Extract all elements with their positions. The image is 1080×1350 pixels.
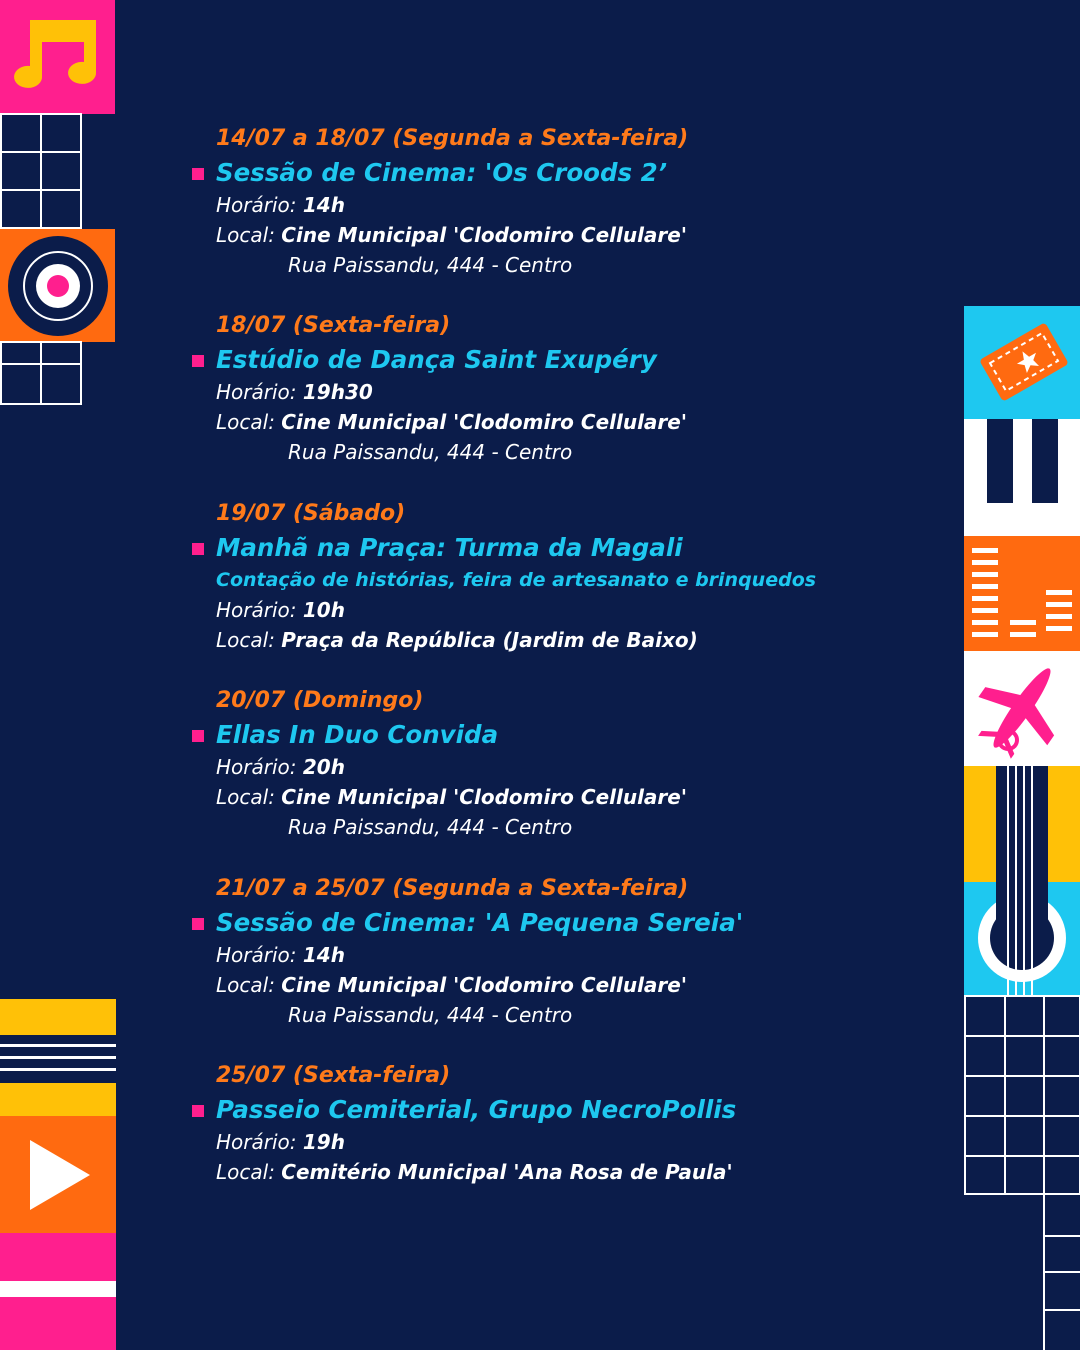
event-date: 19/07 (Sábado) — [216, 501, 406, 526]
bullet-icon — [192, 918, 204, 930]
event-date: 20/07 (Domingo) — [216, 688, 424, 713]
bullet-icon — [192, 543, 204, 555]
place-value: Cemitério Municipal 'Ana Rosa de Paula' — [281, 1160, 733, 1184]
event-date: 18/07 (Sexta-feira) — [216, 313, 451, 338]
event-time — [216, 940, 936, 970]
event-title-text: Ellas In Duo Convida — [216, 720, 499, 749]
event-title-text: Passeio Cemiterial, Grupo NecroPollis — [216, 1095, 737, 1124]
place-value: Cine Municipal 'Clodomiro Cellulare' — [281, 973, 687, 997]
place-label: Local: — [216, 410, 275, 434]
bullet-icon — [192, 1105, 204, 1117]
time-value: 19h30 — [302, 380, 373, 404]
event-address: Rua Paissandu, 444 - Centro — [288, 1003, 573, 1027]
event-item — [216, 1061, 936, 1187]
event-title-text: Estúdio de Dança Saint Exupéry — [216, 345, 657, 374]
event-place — [216, 970, 936, 1000]
bullet-icon — [192, 730, 204, 742]
bullet-icon — [192, 355, 204, 367]
event-item — [216, 874, 936, 1030]
event-item — [216, 499, 936, 655]
event-title — [216, 156, 936, 190]
time-label: Horário: — [216, 755, 297, 779]
place-value: Cine Municipal 'Clodomiro Cellulare' — [281, 785, 687, 809]
event-time — [216, 190, 936, 220]
place-label: Local: — [216, 785, 275, 809]
place-label: Local: — [216, 1160, 275, 1184]
event-item — [216, 124, 936, 280]
event-date: 21/07 a 25/07 (Segunda a Sexta-feira) — [216, 876, 689, 901]
event-title-text: Sessão de Cinema: 'A Pequena Sereia' — [216, 908, 744, 937]
event-place — [216, 220, 936, 250]
event-place — [216, 1157, 936, 1187]
event-time — [216, 377, 936, 407]
place-value: Cine Municipal 'Clodomiro Cellulare' — [281, 223, 687, 247]
place-label: Local: — [216, 973, 275, 997]
event-item — [216, 686, 936, 842]
event-title — [216, 343, 936, 377]
event-address: Rua Paissandu, 444 - Centro — [288, 815, 573, 839]
event-date: 25/07 (Sexta-feira) — [216, 1063, 451, 1088]
event-place — [216, 407, 936, 437]
time-label: Horário: — [216, 193, 297, 217]
place-value: Praça da República (Jardim de Baixo) — [281, 628, 698, 652]
event-item — [216, 311, 936, 467]
event-address: Rua Paissandu, 444 - Centro — [288, 440, 573, 464]
event-title-text: Manhã na Praça: Turma da Magali — [216, 533, 683, 562]
time-label: Horário: — [216, 943, 297, 967]
place-label: Local: — [216, 628, 275, 652]
time-value: 14h — [302, 943, 345, 967]
bullet-icon — [192, 168, 204, 180]
event-title — [216, 906, 936, 940]
event-date: 14/07 a 18/07 (Segunda a Sexta-feira) — [216, 126, 689, 151]
event-title — [216, 531, 936, 565]
time-value: 19h — [302, 1130, 345, 1154]
event-title — [216, 718, 936, 752]
event-place — [216, 625, 936, 655]
event-address: Rua Paissandu, 444 - Centro — [288, 253, 573, 277]
event-time — [216, 595, 936, 625]
time-label: Horário: — [216, 380, 297, 404]
event-subtitle: Contação de histórias, feira de artesanato e brinquedos — [216, 569, 817, 591]
event-time — [216, 752, 936, 782]
event-title-text: Sessão de Cinema: 'Os Croods 2’ — [216, 158, 668, 187]
event-time — [216, 1127, 936, 1157]
place-value: Cine Municipal 'Clodomiro Cellulare' — [281, 410, 687, 434]
time-label: Horário: — [216, 598, 297, 622]
time-value: 14h — [302, 193, 345, 217]
time-label: Horário: — [216, 1130, 297, 1154]
event-place — [216, 782, 936, 812]
time-value: 10h — [302, 598, 345, 622]
event-title — [216, 1093, 936, 1127]
time-value: 20h — [302, 755, 345, 779]
place-label: Local: — [216, 223, 275, 247]
